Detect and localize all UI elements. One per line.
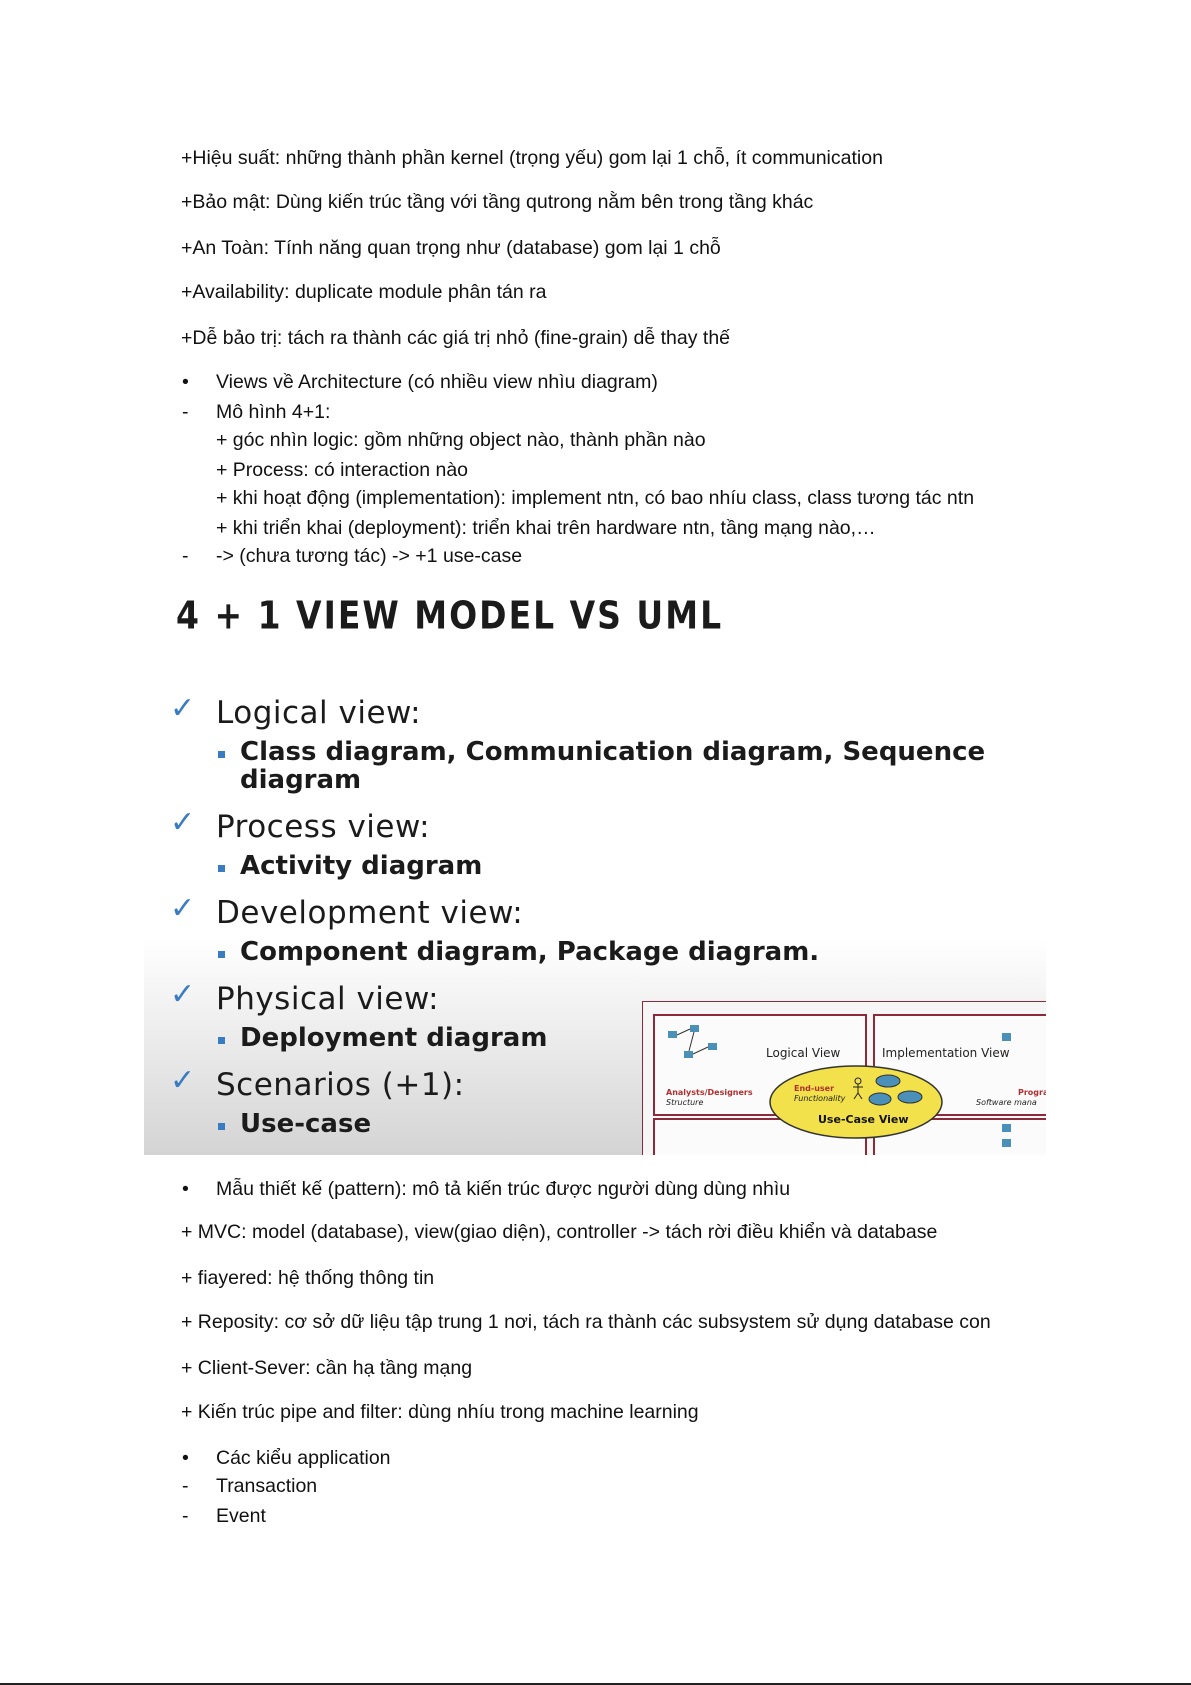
logical-view-heading: Logical view: <box>216 695 422 731</box>
check-icon: ✓ <box>170 1063 196 1098</box>
slide-title: 4 + 1 VIEW MODEL VS UML <box>176 593 724 638</box>
use-case-icon <box>876 1075 900 1087</box>
pattern-layered: + fiayered: hệ thống thông tin <box>181 1267 435 1289</box>
arrow-line: -> (chưa tương tác) -> +1 use-case <box>216 545 523 567</box>
square-bullet-icon <box>218 865 225 872</box>
logical-view-item-cont: diagram <box>240 765 362 795</box>
development-view-heading: Development view: <box>216 895 524 931</box>
pattern-pipe-filter: + Kiến trúc pipe and filter: dùng nhíu trong machine learning <box>181 1401 699 1423</box>
check-icon: ✓ <box>170 691 196 726</box>
dash-marker: - <box>182 1505 189 1527</box>
physical-view-item: Deployment diagram <box>240 1023 548 1053</box>
process-view-item: Activity diagram <box>240 851 483 881</box>
application-bullet-text: Các kiểu application <box>216 1447 391 1469</box>
logical-view-item: Class diagram, Communication diagram, Sequence <box>240 737 986 767</box>
scenarios-item: Use-case <box>240 1109 372 1139</box>
model-item-logic: + góc nhìn logic: gồm những object nào, thành phần nào <box>216 429 706 451</box>
process-view-heading: Process view: <box>216 809 431 845</box>
model-item-deployment: + khi triển khai (deployment): triển khai trên hardware ntn, tầng mạng nào,… <box>216 517 876 539</box>
patterns-bullet-text: Mẫu thiết kế (pattern): mô tả kiến trúc được người dùng dùng nhìu <box>216 1178 791 1200</box>
square-bullet-icon <box>218 1037 225 1044</box>
model-item-process: + Process: có interaction nào <box>216 459 469 481</box>
diagram-use-case-label: Use-Case View <box>818 1113 909 1126</box>
diagram-analysts-label: Analysts/Designers <box>666 1088 753 1097</box>
check-icon: ✓ <box>170 977 196 1012</box>
diagram-implementation-label: Implementation View <box>882 1046 1010 1060</box>
use-case-icon <box>898 1091 922 1103</box>
dash-marker: - <box>182 1475 189 1497</box>
square-bullet-icon <box>218 1123 225 1130</box>
intro-line-availability: +Availability: duplicate module phân tán ra <box>181 281 547 303</box>
bullet-dot: • <box>182 371 189 393</box>
bullet-dot: • <box>182 1447 189 1469</box>
model-item-implementation: + khi hoạt động (implementation): implement ntn, có bao nhíu class, class tương tác ntn <box>216 487 975 509</box>
diagram-software-label: Software mana <box>976 1098 1037 1107</box>
physical-view-heading: Physical view: <box>216 981 440 1017</box>
model-heading: Mô hình 4+1: <box>216 401 331 423</box>
dash-marker: - <box>182 545 189 567</box>
four-plus-one-diagram: Logical View Implementation View Analysts/Designers Structure Progra Software mana End-user Functionality Use-Case View Process View Deployment View <box>642 1001 1046 1155</box>
diagram-structure-label: Structure <box>666 1098 704 1107</box>
pattern-mvc: + MVC: model (database), view(giao diện), controller -> tách rời điều khiển và database <box>181 1221 938 1243</box>
pattern-client-server: + Client-Sever: cần hạ tầng mạng <box>181 1357 473 1379</box>
square-bullet-icon <box>218 951 225 958</box>
application-transaction: Transaction <box>216 1475 318 1497</box>
dash-marker: - <box>182 401 189 423</box>
bullet-dot: • <box>182 1178 189 1200</box>
diagram-programmers-label: Progra <box>1018 1088 1049 1097</box>
diagram-end-user-label: End-user <box>794 1084 835 1093</box>
application-event: Event <box>216 1505 266 1527</box>
intro-line-performance: +Hiệu suất: những thành phần kernel (trọng yếu) gom lại 1 chỗ, ít communication <box>181 147 883 169</box>
views-bullet-text: Views về Architecture (có nhiều view nhìu diagram) <box>216 371 658 393</box>
scenarios-heading: Scenarios (+1): <box>216 1067 465 1103</box>
check-icon: ✓ <box>170 891 196 926</box>
diagram-functionality-label: Functionality <box>794 1094 846 1103</box>
use-case-icon <box>869 1093 891 1105</box>
intro-line-safety: +An Toàn: Tính năng quan trọng như (database) gom lại 1 chỗ <box>181 237 721 259</box>
intro-line-security: +Bảo mật: Dùng kiến trúc tầng với tầng qutrong nằm bên trong tầng khác <box>181 191 814 213</box>
slide-image-4-plus-1 <box>144 585 1049 1170</box>
pattern-repository: + Reposity: cơ sở dữ liệu tập trung 1 nơi, tách ra thành các subsystem sử dụng database con <box>181 1311 991 1333</box>
intro-line-maintainability: +Dễ bảo trị: tách ra thành các giá trị nhỏ (fine-grain) dễ thay thế <box>181 327 731 349</box>
square-bullet-icon <box>218 751 225 758</box>
diagram-logical-label: Logical View <box>766 1046 841 1060</box>
check-icon: ✓ <box>170 805 196 840</box>
development-view-item: Component diagram, Package diagram. <box>240 937 820 967</box>
